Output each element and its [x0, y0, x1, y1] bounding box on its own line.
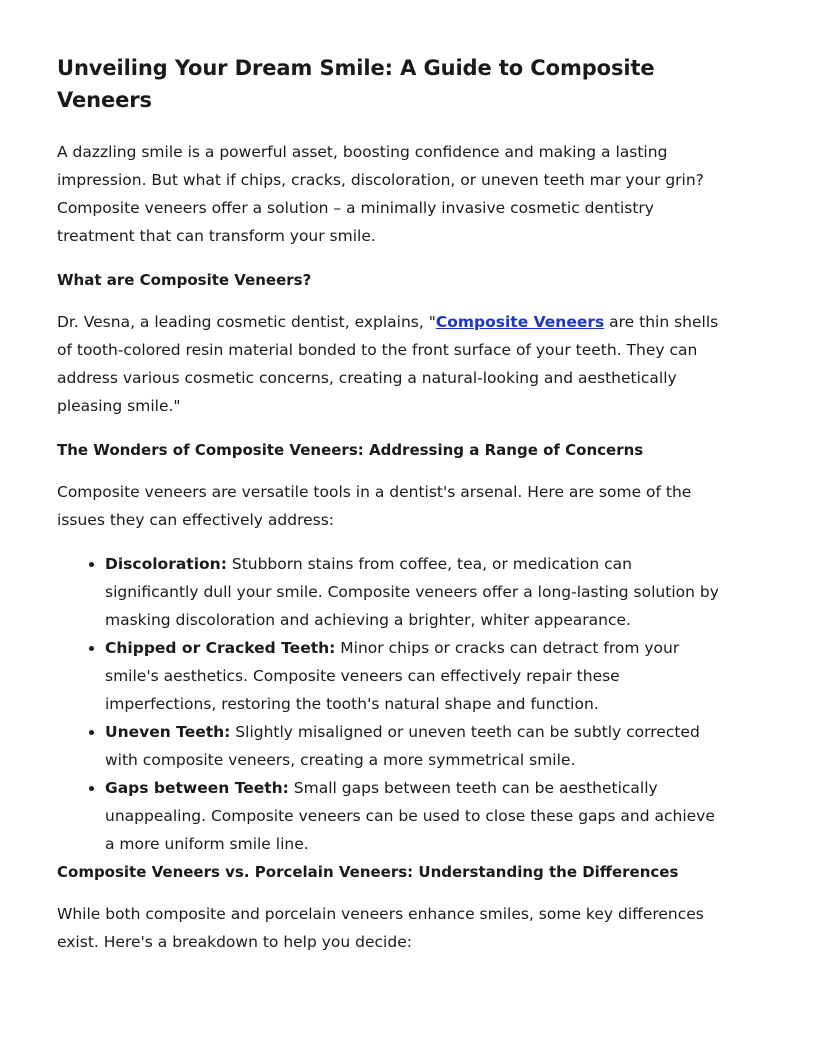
concerns-list	[57, 550, 727, 858]
section-heading-what-are	[57, 266, 727, 294]
item-text: Small gaps between teeth can be aesthetically unappealing. Composite veneers can be used to close these gaps and achieve a more uniform smile line.	[105, 779, 715, 853]
quote-prefix: Dr. Vesna, a leading cosmetic dentist, explains, "	[57, 313, 436, 331]
quote-paragraph	[57, 308, 727, 420]
list-item	[105, 550, 727, 634]
item-text: Stubborn stains from coffee, tea, or medication can significantly dull your smile. Composite veneers offer a long-lasting solution by masking discoloration and achieving a brighter, whiter appearance.	[105, 555, 719, 629]
comparison-intro: While both composite and porcelain veneers enhance smiles, some key differences exist. Here's a breakdown to help you decide:	[57, 905, 704, 951]
heading-term: Composite Veneers?	[139, 271, 312, 289]
section-heading-wonders: The Wonders of Composite Veneers: Addressing a Range of Concerns	[57, 441, 644, 459]
intro-paragraph: A dazzling smile is a powerful asset, boosting confidence and making a lasting impression. But what if chips, cracks, discoloration, or uneven teeth mar your grin? Composite veneers offer a solution – a minimally invasive cosmetic dentistry treatment that can transform your smile.	[57, 143, 704, 245]
composite-veneers-link[interactable]: Composite Veneers	[435, 313, 605, 331]
item-text: Slightly misaligned or uneven teeth can be subtly corrected with composite veneers, creating a more symmetrical smile.	[105, 723, 700, 769]
list-item	[105, 718, 727, 774]
item-term: Uneven Teeth:	[105, 723, 231, 741]
item-term: Chipped or Cracked Teeth:	[105, 639, 336, 657]
item-inline-term: Composite veneers	[252, 667, 403, 685]
item-term: Gaps between Teeth:	[105, 779, 289, 797]
item-text: can effectively repair these imperfections, restoring the tooth's natural shape and function.	[105, 667, 620, 713]
wonders-intro: Composite veneers are versatile tools in a dentist's arsenal. Here are some of the issues they can effectively address:	[57, 483, 692, 529]
quote-suffix: are thin shells of tooth-colored resin material bonded to the front surface of your teeth. They can address various cosmetic concerns, creating a natural-looking and aesthetically pleasing smile."	[57, 313, 719, 415]
item-term: Discoloration:	[105, 555, 227, 573]
section-heading-comparison: Composite Veneers vs. Porcelain Veneers: Understanding the Differences	[57, 863, 679, 881]
list-item	[105, 634, 727, 718]
heading-prefix: What are	[57, 271, 140, 289]
page-title: Unveiling Your Dream Smile: A Guide to Composite Veneers	[57, 56, 655, 112]
item-text: Minor chips or cracks can detract from your smile's aesthetics.	[105, 639, 680, 685]
document-page	[57, 52, 727, 972]
list-item	[105, 774, 727, 858]
